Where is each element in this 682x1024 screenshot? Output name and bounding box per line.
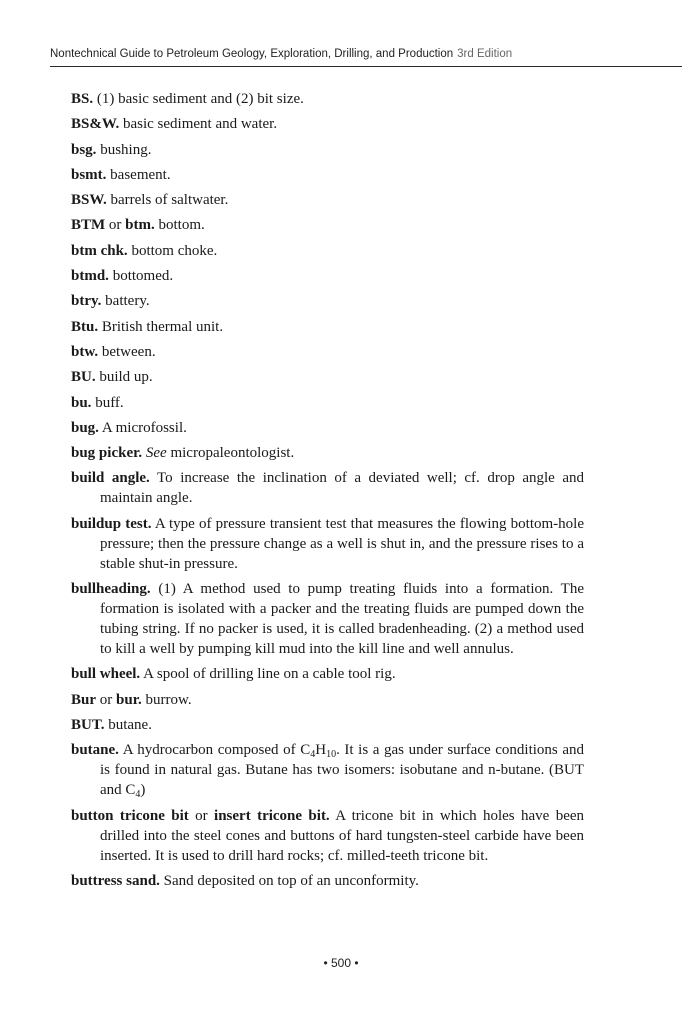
entry-term: buildup test. bbox=[71, 515, 152, 532]
glossary-entry bbox=[71, 266, 584, 286]
entry-definition: basic sediment and water. bbox=[119, 116, 278, 133]
entry-term: BS. bbox=[71, 91, 94, 107]
glossary-entry-butane bbox=[71, 740, 584, 800]
glossary-entry bbox=[71, 165, 584, 185]
entry-definition: A spool of drilling line on a cable tool rig. bbox=[140, 666, 396, 683]
entry-term: butane. bbox=[71, 742, 119, 759]
glossary-entry bbox=[71, 89, 584, 109]
glossary-entry bbox=[71, 342, 584, 362]
definition-text: H bbox=[315, 742, 327, 759]
glossary-entry bbox=[71, 367, 584, 387]
definition-text: . It is a gas under surface conditions and is found in natural gas. Butane has two isomers: isobutane and n-butane. (BUT and C bbox=[100, 742, 584, 799]
entry-term: btmd. bbox=[71, 268, 109, 285]
entry-definition: (1) A method used to pump treating fluids into a formation. The formation is isolated with a packer and the treating fluids are pumped down the tubing string. If no packer is used, it is called bradenheading. (2) a method used to kill a well by pumping kill mud into the kill line and well annulus. bbox=[100, 581, 584, 658]
entry-definition: (1) basic sediment and (2) bit size. bbox=[93, 91, 304, 107]
entry-term-alt: bur. bbox=[116, 691, 142, 708]
entry-definition: barrels of saltwater. bbox=[106, 192, 229, 209]
entry-definition: bottomed. bbox=[108, 268, 174, 285]
entry-term: btw. bbox=[71, 343, 99, 360]
page-number: • 500 • bbox=[323, 956, 359, 970]
glossary-entry bbox=[71, 514, 584, 574]
entry-term: Btu. bbox=[71, 318, 99, 335]
entry-term: btry. bbox=[71, 293, 102, 310]
subscript: 10 bbox=[326, 749, 337, 761]
entry-term-alt: insert tricone bit. bbox=[214, 807, 330, 824]
entry-term: bug. bbox=[71, 419, 99, 436]
glossary-entry bbox=[71, 715, 584, 735]
glossary-entry bbox=[71, 140, 584, 160]
entry-definition: A microfossil. bbox=[98, 419, 187, 436]
entry-term: bsg. bbox=[71, 141, 97, 158]
entry-definition: British thermal unit. bbox=[98, 318, 224, 335]
entry-definition: buff. bbox=[91, 394, 124, 411]
book-title: Nontechnical Guide to Petroleum Geology, Exploration, Drilling, and Production bbox=[50, 48, 454, 60]
entry-term-alt: btm. bbox=[125, 217, 155, 234]
running-header bbox=[50, 48, 682, 67]
glossary-entry bbox=[71, 291, 584, 311]
entry-term: BTM bbox=[71, 217, 106, 234]
definition-text: ) bbox=[140, 782, 146, 799]
entry-term: BUT. bbox=[71, 716, 105, 733]
entry-definition: build up. bbox=[95, 369, 153, 386]
glossary-entry bbox=[71, 468, 584, 508]
glossary-entry bbox=[71, 114, 584, 134]
glossary-entry bbox=[71, 393, 584, 413]
entry-definition: Sand deposited on top of an unconformity. bbox=[159, 872, 419, 889]
entry-term: Bur bbox=[71, 691, 97, 708]
glossary-entry bbox=[71, 317, 584, 337]
entry-term: bu. bbox=[71, 394, 92, 411]
entry-or: or bbox=[105, 217, 126, 234]
entry-term: build angle. bbox=[71, 470, 150, 487]
entry-term: button tricone bit bbox=[71, 807, 189, 824]
entry-definition: butane. bbox=[104, 716, 152, 733]
entry-term: BU. bbox=[71, 369, 96, 386]
entry-definition: To increase the inclination of a deviated well; cf. drop angle and maintain angle. bbox=[100, 470, 585, 507]
entry-definition: micropaleontologist. bbox=[166, 445, 295, 462]
entry-definition: A type of pressure transient test that measures the flowing bottom-hole pressure; then the pressure change as a well is shut in, and the pressure rises to a stable shut-in pressure. bbox=[100, 515, 584, 572]
glossary-entry bbox=[71, 241, 584, 261]
entry-definition: bottom. bbox=[154, 217, 205, 234]
glossary-entry bbox=[71, 443, 584, 463]
glossary-entry bbox=[71, 190, 584, 210]
entry-term: bug picker. bbox=[71, 445, 143, 462]
see-reference: See bbox=[142, 445, 167, 462]
entry-term: bull wheel. bbox=[71, 666, 141, 683]
entry-term: btm chk. bbox=[71, 242, 128, 259]
definition-text: A hydrocarbon composed of C bbox=[118, 742, 311, 759]
entry-definition: A tricone bit in which holes have been drilled into the steel cones and buttons of hard tungsten-steel carbide have been inserted. It is used to drill hard rocks; cf. milled-teeth tricone bit. bbox=[100, 807, 585, 864]
entry-definition: basement. bbox=[106, 166, 171, 183]
entry-definition: burrow. bbox=[141, 691, 192, 708]
glossary-entry bbox=[71, 664, 584, 684]
entry-term: BS&W. bbox=[71, 116, 120, 133]
entry-term: BSW. bbox=[71, 192, 107, 209]
entry-definition: between. bbox=[98, 343, 156, 360]
glossary-entry bbox=[71, 418, 584, 438]
glossary-entry bbox=[71, 215, 584, 235]
glossary-entries bbox=[71, 89, 584, 896]
entry-or: or bbox=[188, 807, 215, 824]
entry-term: bsmt. bbox=[71, 166, 107, 183]
glossary-entry bbox=[71, 690, 584, 710]
glossary-entry bbox=[71, 806, 584, 866]
entry-definition bbox=[100, 742, 584, 801]
entry-term: buttress sand. bbox=[71, 872, 160, 889]
glossary-entry bbox=[71, 871, 584, 891]
entry-or: or bbox=[96, 691, 117, 708]
subscript: 4 bbox=[135, 789, 141, 801]
edition-label: 3rd Edition bbox=[457, 48, 513, 60]
subscript: 4 bbox=[310, 749, 316, 761]
entry-definition: bottom choke. bbox=[127, 242, 218, 259]
entry-term: bullheading. bbox=[71, 581, 151, 598]
entry-definition: bushing. bbox=[96, 141, 152, 158]
entry-definition: battery. bbox=[101, 293, 150, 310]
glossary-entry bbox=[71, 579, 584, 659]
